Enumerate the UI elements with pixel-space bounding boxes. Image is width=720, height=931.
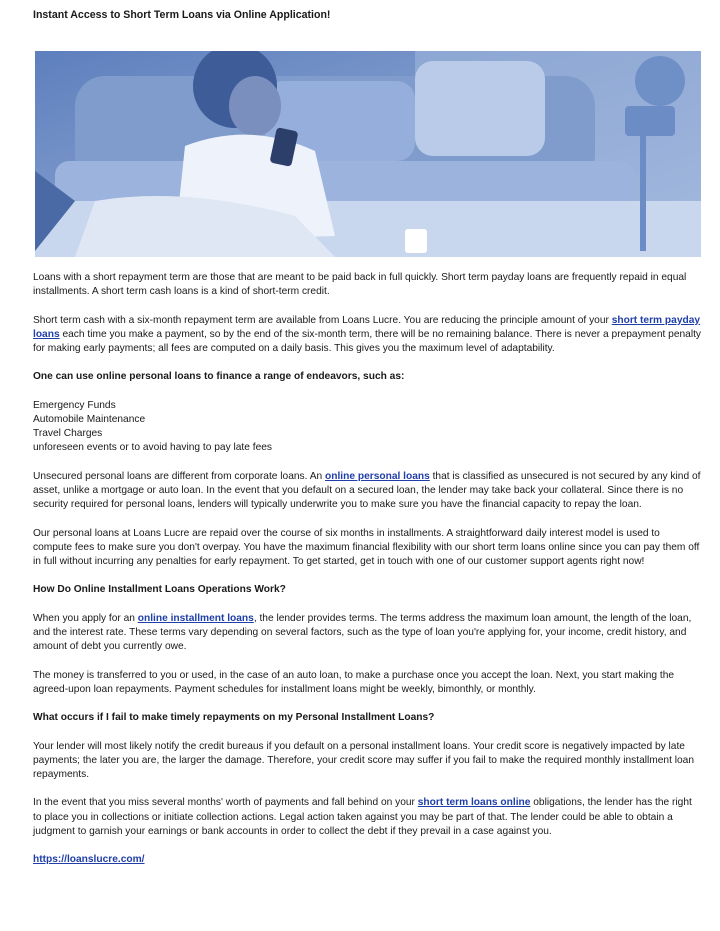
footer	[33, 853, 701, 867]
section-heading: One can use online personal loans to finance a range of endeavors, such as:	[33, 371, 405, 383]
list-item: Automobile Maintenance	[33, 413, 146, 425]
woman-with-phone-photo-icon	[35, 51, 701, 257]
paragraph: Your lender will most likely notify the credit bureaus if you default on a personal installment loans. Your credit score is negatively impacted by late payments; the later you are, the larger the damage. Therefore, your credit score may suffer if you fail to make the required monthly installment loan repayments.	[33, 740, 695, 780]
section-heading: What occurs if I fail to make timely repayments on my Personal Installment Loans?	[33, 712, 435, 724]
page-title: Instant Access to Short Term Loans via Online Application!	[33, 9, 331, 21]
online-installment-loans-link[interactable]: online installment loans	[137, 612, 254, 624]
short-term-payday-loans-link[interactable]: short term payday loans	[33, 314, 701, 340]
list-item: unforeseen events or to avoid having to pay late fees	[33, 442, 272, 454]
paragraph: Short term cash with a six-month repayment term are available from Loans Lucre. You are reducing the principle amount of your short term payday loans each time you make a payment, so by the end of the six-month term, there will be no remaining balance. There is never a prepayment penalty for making early payments; all fees are computed on a daily basis. This gives you the maximum level of adaptability.	[33, 314, 702, 354]
website-link[interactable]: https://loanslucre.com/	[33, 854, 145, 866]
paragraph: Loans with a short repayment term are those that are meant to be paid back in full quickly. Short term payday loans are frequently repaid in equal installments. A short term cash loans is a kind of short-term credit.	[33, 272, 687, 298]
section-heading: How Do Online Installment Loans Operations Work?	[33, 584, 286, 596]
hero-photo	[35, 51, 701, 257]
short-term-loans-online-link[interactable]: short term loans online	[417, 797, 531, 809]
paragraph: Our personal loans at Loans Lucre are repaid over the course of six months in installments. A straightforward daily interest model is used to compute fees to make sure you don't overpay. You have the maximum financial flexibility with our short term loans online since you can pay them off in full without incurring any penalties for early repayment. To get started, get in touch with one of our customer support agents right now!	[33, 527, 700, 567]
list-item: Travel Charges	[33, 428, 103, 440]
paragraph: When you apply for an online installment loans, the lender provides terms. The terms address the maximum loan amount, the length of the loan, and the interest rate. These terms vary depending on several factors, such as the type of loan you're applying for, your income, credit history, and amount of debt you currently owe.	[33, 612, 692, 653]
paragraph: The money is transferred to you or used, in the case of an auto loan, to make a purchase once you accept the loan. Next, you start making the agreed-upon loan repayments. Payment schedules for installment loans might be weekly, bimonthly, or monthly.	[33, 669, 675, 695]
paragraph: In the event that you miss several months' worth of payments and fall behind on your short term loans online obligations, the lender has the right to place you in collections or initiate collection actions. Legal action taken against you may be part of that. The lender could be able to obtain a judgment to garnish your earnings or bank accounts in order to collect the debt if they prevail in a case against you.	[33, 797, 692, 837]
online-personal-loans-link[interactable]: online personal loans	[325, 470, 430, 482]
uses-list	[33, 399, 701, 456]
list-item: Emergency Funds	[33, 399, 116, 411]
paragraph: Unsecured personal loans are different from corporate loans. An online personal loans that is classified as unsecured is not secured by any kind of asset, unlike a mortgage or auto loan. In the event that you default on a secured loan, the lender may take back your collateral. Since there is no security required for personal loans, lenders will typically underwrite you to make sure you have the financial capacity to repay the loan.	[33, 470, 701, 511]
article-body	[33, 271, 701, 882]
